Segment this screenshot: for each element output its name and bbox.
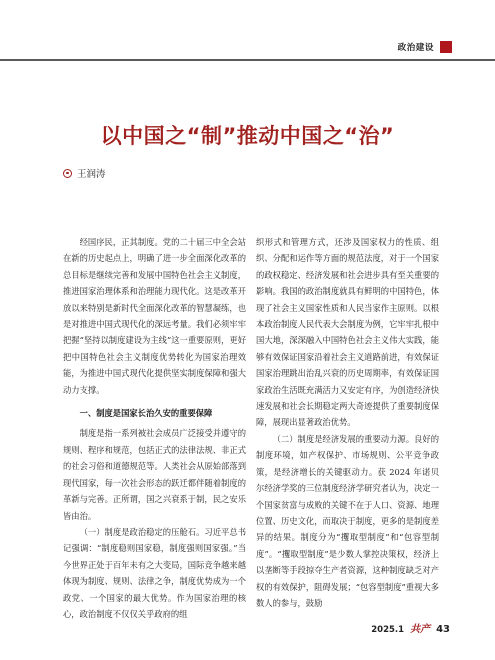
article-title: 以中国之“制”推动中国之“治”	[100, 124, 395, 148]
left-column	[63, 234, 246, 622]
issue-number: 2025.1	[371, 625, 405, 635]
paragraph-continued: 织形式和管理方式，还涉及国家权力的性质、组织、分配和运作等方面的规范法度，对于一个国家的政权稳定、经济发展和社会进步具有至关重要的影响。我国的政治制度就具有鲜明的中国特色，体现了社会主义国家性质和人民当家作主原则。以根本政治制度人民代表大会制度为例，它牢牢扎根中国大地，深深融入中国特色社会主义伟大实践，能够有效保证国家沿着社会主义道路前进，有效保证国家治理跳出治乱兴衰的历史周期率，有效保证国家政治生活既充满活力又安定有序，为创造经济快速发展和社会长期稳定两大奇迹提供了重要制度保障，展现出显著政治优势。	[256, 237, 439, 428]
magazine-logo: 共产	[410, 624, 431, 635]
paragraph-institutions: 制度是指一系列被社会成员广泛接受并遵守的规则、程序和规范，包括正式的法律法规、非正式的社会习俗和道德规范等。人类社会从原始部落到现代国家，每一次社会形态的跃迁都伴随着制度的革新与完善。正所谓，国之兴衰系于制，民之安乐皆由治。	[63, 428, 246, 521]
page-number: 43	[436, 624, 450, 635]
paragraph-political-stability: （一）制度是政治稳定的压舱石。习近平总书记强调：“制度稳则国家稳，制度强则国家强。”当今世界正处于百年未有之大变局，国际竞争越来越体现为制度、规则、法律之争，制度优势成为一个政党、一个国家的最大优势。作为国家治理的核心，政治制度不仅仅关乎政府的组	[63, 526, 246, 619]
section-marker-icon	[440, 41, 452, 53]
author-name: 王润涛	[77, 169, 106, 180]
page-footer	[371, 620, 450, 635]
right-column	[256, 234, 439, 611]
paragraph-economic-development: （二）制度是经济发展的重要动力源。良好的制度环境，如产权保护、市场规则、公平竞争政策，是经济增长的关键驱动力。获 2024 年诺贝尔经济学奖的三位制度经济学研究者认为，决定一个国家贫富与成败的关键不在于人口、资源、地理位置、历史文化，而取决于制度，更多的是制度差异的结果。制度分为“攫取型制度”和“包容型制度”。“攫取型制度”是少数人掌控决策权，经济上以垄断等手段掠夺生产者资源，这种制度缺乏对产权的有效保护，阻碍发展；“包容型制度”重视大多数人的参与，鼓励	[256, 433, 439, 608]
section-label: 政治建设	[397, 43, 434, 53]
paragraph-intro: 经国序民，正其制度。党的二十届三中全会站在新的历史起点上，明确了进一步全面深化改革的总目标是继续完善和发展中国特色社会主义制度，推进国家治理体系和治理能力现代化。这是改革开放以来特别是新时代全面深化改革的智慧凝练，也是对推进中国式现代化的深远考量。我们必须牢牢把握“坚持以制度建设为主线”这一重要原则，更好把中国特色社会主义制度优势转化为国家治理效能，为推进中国式现代化提供坚实制度保障和强大动力支撑。	[63, 237, 246, 395]
header-rule	[0, 59, 495, 61]
author-line	[63, 166, 106, 180]
author-bullet-icon	[63, 169, 72, 178]
page-header	[398, 40, 452, 54]
section-heading-1: 一、制度是国家长治久安的重要保障	[79, 408, 213, 419]
